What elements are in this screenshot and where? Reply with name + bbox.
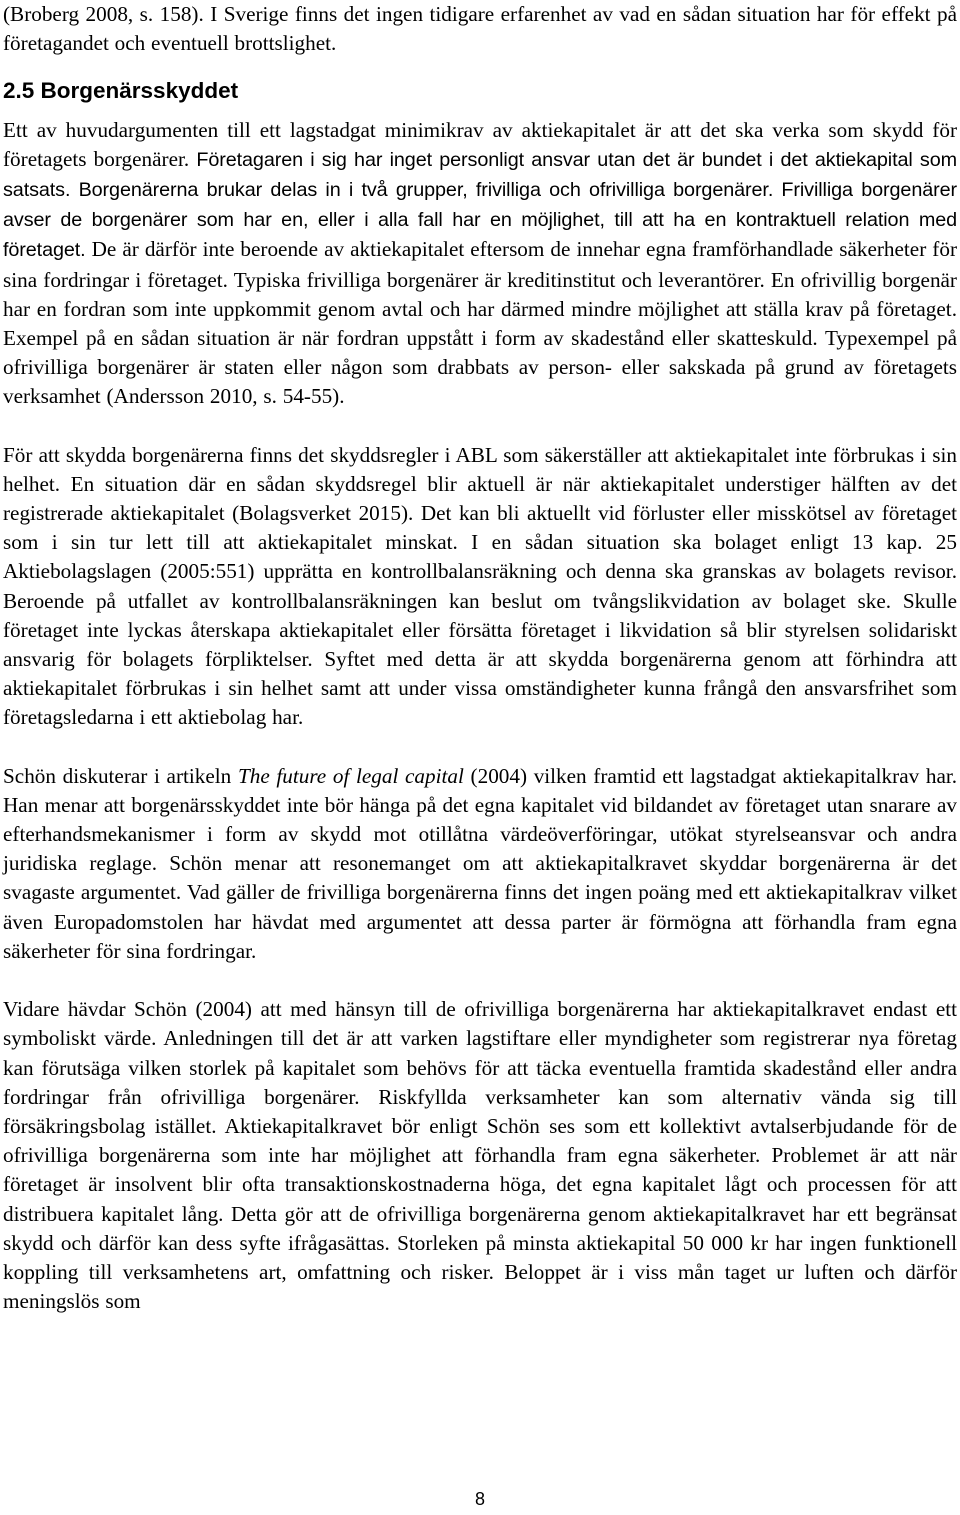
paragraph-borgenarsskydd — [3, 116, 957, 412]
sentence-sans: Företagaren i sig har inget personligt ansvar utan det är bundet i det aktiekapital som satsats. — [3, 148, 957, 202]
article-title: The future of legal capital — [237, 763, 464, 788]
sentence-sans: Borgenärerna brukar delas in i två grupper, frivilliga och ofrivilliga borgenärer. — [78, 179, 774, 202]
paragraph-spacer — [3, 966, 957, 995]
page-number: 8 — [474, 1489, 485, 1509]
sentence: De är därför inte beroende av aktiekapitalet eftersom de innehar egna framförhandlade säkerheter för sina fordringar i företaget. Typiska frivilliga borgenärer är kreditinstitut och leverantörer. En ofrivillig borgenär har en fordran som inte uppkommit genom avtal och har därmed mindre möjlighet att ställa krav på företaget. Exempel på en sådan situation är när fordran uppstått i form av skadestånd eller skatteskuld. Typexempel på ofrivilliga borgenärer är staten eller någon som drabbats av person- eller sakskada på grund av företagets verksamhet (Andersson 2010, s. 54-55). — [3, 237, 958, 409]
text-run: (2004) vilken framtid ett lagstadgat aktiekapitalkrav har. Han menar att borgenärsskyddet inte bör hänga på det egna kapitalet vid bildandet av företaget utan snarare av efterhandsmekanismer i form av skydd mot otillåtna värdeöverföringar, utökat styrelseansvar och andra juridiska reglage. Schön menar att resonemanget om att aktiekapitalkravet skyddar borgenärerna är det svagaste argumentet. Vad gäller de frivilliga borgenärerna finns det ingen poäng med ett aktiekapitalkrav vilket även Europadomstolen har hävdat med argumentet att dessa parter är förmögna att förhandla fram egna säkerheter för sina fordringar. — [3, 763, 958, 963]
paragraph-schon-article — [3, 762, 957, 966]
intro-paragraph: (Broberg 2008, s. 158). I Sverige finns det ingen tidigare erfarenhet av vad en sådan situation har för effekt på företagandet och eventuell brottslighet. — [3, 2, 957, 56]
section-heading: 2.5 Borgenärsskyddet — [3, 78, 239, 104]
paragraph-ofrivilliga: Vidare hävdar Schön (2004) att med hänsyn till de ofrivilliga borgenärerna har aktiekapitalkravet endast ett symboliskt värde. Anledningen till det är att varken lagstiftare eller myndigheter som registrerar nya företag kan förutsäga vilken storlek på kapitalet som behövs för att täcka eventuella framtida skadestånd eller andra fordringar från ofrivilliga borgenärer. Riskfyllda verksamheter kan som alternativ vända sig till försäkringsbolag istället. Aktiekapitalkravet bör enligt Schön ses som ett kollektivt avtalserbjudande för de ofrivilliga borgenärerna som inte har möjlighet att förhandla fram egna säkerheter. Problemet är att när företaget är insolvent blir ofta transaktionskostnaderna höga, det egna kapitalet lågt och processen för att distribuera kapitalet lång. Detta gör att de ofrivilliga borgenärerna genom aktiekapitalkravet har ett begränsat skydd och därför kan dess syfte ifrågasättas. Storleken på minsta aktiekapital 50 000 kr har ingen funktionell koppling till verksamhetens art, omfattning och risker. Beloppet är i viss mån taget ur luften och därför meningslös som — [3, 997, 957, 1314]
paragraph-spacer — [3, 412, 957, 441]
paragraph-spacer — [3, 733, 957, 762]
sentence: Ett av huvudargumenten till ett lagstadgat minimikrav av aktiekapitalet är att det ska verka som skydd för företagets borgenärer. — [3, 117, 957, 171]
text-run: Schön diskuterar i artikeln — [3, 763, 232, 788]
sentence-sans: Frivilliga borgenärer avser de borgenärer som har en, eller i alla fall har en möjlighet, till att ha en kontraktuell relation med företaget. — [3, 179, 957, 262]
paragraph-skyddsregler: För att skydda borgenärerna finns det skyddsregler i ABL som säkerställer att aktiekapitalet inte förbrukas i sin helhet. En situation där en sådan skyddsregel blir aktuell är när aktiekapitalet understiger hälften av det registrerade aktiekapitalet (Bolagsverket 2015). Det kan bli aktuellt vid förluster eller misskötsel av företaget som i sin tur lett till att aktiekapitalet minskat. I en sådan situation ska bolaget enligt 13 kap. 25 Aktiebolagslagen (2005:551) upprätta en kontrollbalansräkning och denna ska granskas av bolagets revisor. Beroende på utfallet av kontrollbalansräkningen kan beslut om tvångslikvidation av bolaget ske. Skulle företaget inte lyckas återskapa aktiekapitalet eller försätta företaget i likvidation så blir styrelsen solidariskt ansvarig för bolagets förpliktelser. Syftet med detta är att skydda borgenärerna genom att förhindra att aktiekapitalet förbrukas i sin helhet samt att under vissa omständigheter kunna frångå den ansvarsfrihet som företagsledarna i ett aktiebolag har. — [3, 442, 957, 730]
